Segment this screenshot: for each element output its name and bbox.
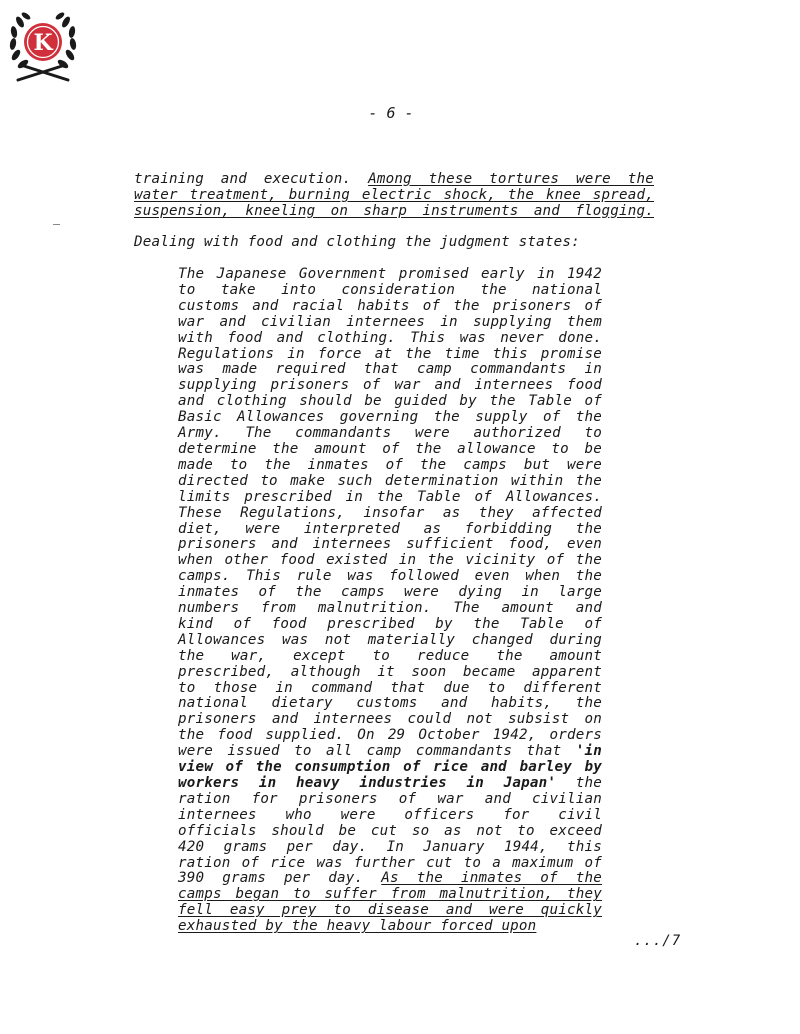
quote-underlined-lines — [178, 887, 602, 935]
intro-line-underlined: water treatment, burning electric shock, the knee spread, — [134, 186, 654, 203]
quote-line: with food and clothing. This was never done. — [178, 329, 602, 346]
quote-line: ration of rice was further cut to a maximum of — [178, 854, 602, 871]
quote-line: war and civilian internees in supplying them — [178, 313, 602, 330]
intro-line-text: training and execution. — [134, 171, 369, 187]
quote-line — [178, 871, 602, 887]
quote-line: directed to make such determination within the — [178, 472, 602, 489]
quote-line: to take into consideration the national — [178, 281, 602, 298]
quote-line — [178, 744, 602, 760]
quote-line: exhausted by the heavy labour forced upon — [178, 918, 537, 935]
quote-lines — [178, 267, 602, 744]
quote-line: to those in command that due to different — [178, 679, 602, 696]
quote-line: fell easy prey to disease and were quickly — [178, 902, 602, 919]
quote-line: Basic Allowances governing the supply of the — [178, 409, 602, 426]
quote-line: limits prescribed in the Table of Allowances. — [178, 488, 602, 505]
dealing-line: Dealing with food and clothing the judgment states: — [134, 234, 580, 250]
intro-paragraph — [134, 172, 654, 220]
quote-line: the food supplied. On 29 October 1942, orders — [178, 727, 602, 744]
judgment-quote — [178, 267, 602, 935]
quote-line: camps. This rule was followed even when the — [178, 568, 602, 585]
quote-line: internees who were officers for civil — [178, 806, 602, 823]
quote-line: the war, except to reduce the amount — [178, 647, 602, 664]
quote-line: prisoners and internees sufficient food, even — [178, 536, 602, 553]
quote-underlined-text: As the inmates of the — [381, 870, 603, 887]
quote-line: numbers from malnutrition. The amount and — [178, 600, 602, 617]
quote-lines-after — [178, 792, 602, 872]
intro-line — [134, 172, 654, 188]
quote-line: Army. The commandants were authorized to — [178, 425, 602, 442]
page-number: - 6 - — [368, 104, 414, 122]
quote-line: and clothing should be guided by the Table of — [178, 393, 602, 410]
quote-line: made to the inmates of the camps but were — [178, 456, 602, 473]
intro-line — [134, 188, 654, 204]
quote-line: 420 grams per day. In January 1944, this — [178, 838, 602, 855]
quote-line: The Japanese Government promised early in 1942 — [178, 266, 602, 282]
quote-bold-text: workers in heavy industries in Japan' — [178, 775, 557, 791]
quote-line — [178, 776, 602, 792]
quote-line: was made required that camp commandants in — [178, 361, 602, 378]
quote-line: determine the amount of the allowance to be — [178, 440, 602, 457]
quote-line: prisoners and internees could not subsist on — [178, 711, 602, 728]
intro-line-underlined: suspension, kneeling on sharp instruments and flogging. — [134, 202, 654, 219]
quote-line: when other food existed in the vicinity of the — [178, 552, 602, 569]
quote-line-text: 390 grams per day. — [178, 870, 382, 887]
quote-line: national dietary customs and habits, the — [178, 695, 602, 712]
quote-line: ration for prisoners of war and civilian — [178, 790, 602, 807]
quote-bold-text: 'in — [575, 743, 602, 760]
quote-line: Regulations in force at the time this promise — [178, 345, 602, 362]
logo-letter: K — [33, 30, 53, 56]
quote-line: customs and racial habits of the prisoners of — [178, 297, 602, 314]
quote-line: These Regulations, insofar as they affected — [178, 504, 602, 521]
intro-line-underlined: Among these tortures were the — [368, 171, 654, 187]
quote-line-text: were issued to all camp commandants that — [178, 743, 576, 760]
quote-line: Allowances was not materially changed during — [178, 631, 602, 648]
quote-line: prescribed, although it soon became apparent — [178, 663, 602, 680]
margin-mark — [53, 224, 60, 225]
quote-line — [178, 760, 602, 776]
quote-bold-text: view of the consumption of rice and barley by — [178, 759, 602, 776]
quote-line: camps began to suffer from malnutrition, they — [178, 886, 602, 903]
quote-line-text: the — [556, 775, 602, 791]
quote-line: diet, were interpreted as forbidding the — [178, 520, 602, 537]
intro-line — [134, 204, 654, 220]
quote-line: kind of food prescribed by the Table of — [178, 615, 602, 632]
quote-line: officials should be cut so as not to exceed — [178, 822, 602, 839]
continuation-marker: .../7 — [634, 933, 682, 949]
laurel-k-logo-icon — [6, 4, 80, 84]
quote-line: supplying prisoners of war and internees food — [178, 377, 602, 394]
quote-line: inmates of the camps were dying in large — [178, 584, 602, 601]
